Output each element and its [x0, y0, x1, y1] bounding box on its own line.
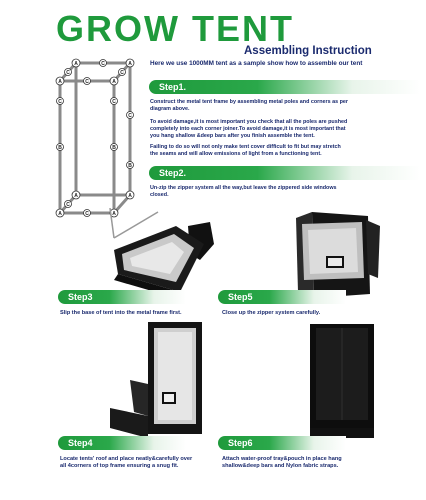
subtitle: Assembling Instruction — [244, 45, 372, 57]
step3-caption — [60, 310, 220, 317]
step6-label: Step6 — [218, 436, 346, 450]
frame-joints — [56, 59, 134, 217]
step6-line: shallow&deep bars and Nylon fabric straps. — [222, 463, 339, 470]
svg-text:C: C — [85, 79, 89, 85]
svg-text:A: A — [74, 193, 78, 199]
step5-photo — [282, 208, 382, 300]
svg-text:C: C — [128, 113, 132, 119]
svg-text:C: C — [85, 211, 89, 217]
svg-text:A: A — [128, 61, 132, 67]
svg-text:C: C — [101, 61, 105, 67]
svg-text:B: B — [128, 163, 132, 169]
svg-text:A: A — [58, 79, 62, 85]
step6-photo — [306, 320, 378, 442]
svg-text:A: A — [112, 211, 116, 217]
step1-line: Failing to do so will not only make tent cover difficult to fit but may stretch — [150, 144, 341, 150]
svg-text:A: A — [74, 61, 78, 67]
svg-text:C: C — [66, 70, 70, 76]
intro-text: Here we use 1000MM tent as a sample show how to assemble our tent — [150, 60, 363, 67]
step5-caption — [222, 310, 422, 317]
step1-para3 — [150, 144, 422, 158]
svg-text:C: C — [66, 202, 70, 208]
svg-text:C: C — [58, 99, 62, 105]
step4-photo — [110, 320, 210, 438]
step2-line: closed. — [150, 191, 169, 198]
svg-text:C: C — [112, 99, 116, 105]
step4-label: Step4 — [58, 436, 186, 450]
step1-para2 — [150, 119, 422, 140]
step5-line: Close up the zipper system carefully. — [222, 310, 321, 316]
step4-caption — [60, 456, 230, 471]
step4-line: all 4corners of top frame ensuring a snug fit. — [60, 463, 179, 470]
step1-line: Construct the metal tent frame by assembling metal poles and corners as per — [150, 99, 349, 105]
page-title: GROW TENT — [56, 8, 294, 49]
step4-line: Locate tents' roof and place neatly&carefully over — [60, 456, 193, 462]
step1-line: To avoid damage,it is most important you check that all the poles are pushed — [150, 119, 348, 125]
step2-label: Step2. — [149, 166, 420, 180]
svg-text:A: A — [128, 193, 132, 199]
step3-line: Slip the base of tent into the metal frame first. — [60, 310, 182, 316]
svg-text:A: A — [58, 211, 62, 217]
step1-line: you hang shallow &deep bars after you finish assemble the tent. — [150, 132, 315, 139]
svg-text:B: B — [58, 145, 62, 151]
step2-line: Un-zip the zipper system all the way,but leave the zippered side windows — [150, 185, 337, 191]
step3-photo — [96, 208, 218, 298]
svg-text:C: C — [120, 70, 124, 76]
svg-text:B: B — [112, 145, 116, 151]
step1-line: diagram above. — [150, 105, 190, 112]
step1-line: completely into each corner joiner.To avoid damage,it is most important that — [150, 125, 346, 132]
svg-text:A: A — [112, 79, 116, 85]
step6-line: Attach water-proof tray&pouch in place hang — [222, 456, 342, 462]
step2-text — [150, 185, 422, 199]
frame-poles — [60, 63, 130, 213]
step1-line: the seams and will allow emissions of light from a functioning tent. — [150, 150, 322, 157]
frame-diagram — [44, 55, 148, 225]
step1-text — [150, 99, 422, 113]
step1-label: Step1. — [149, 80, 420, 94]
step5-label: Step5 — [218, 290, 346, 304]
step3-label: Step3 — [58, 290, 186, 304]
step6-caption — [222, 456, 402, 471]
